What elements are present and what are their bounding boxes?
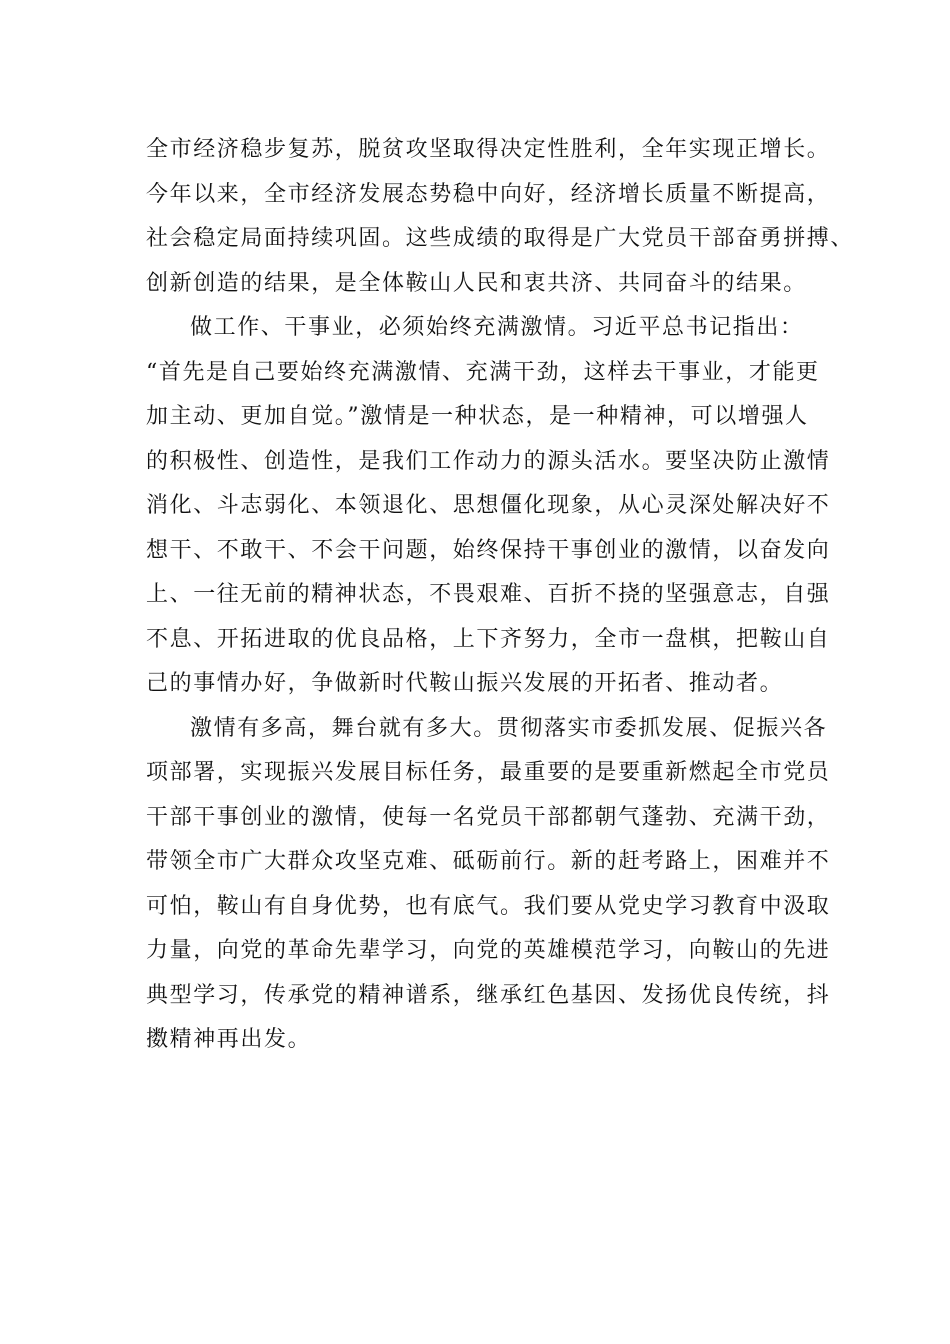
text-line: 上、一往无前的精神状态，不畏艰难、百折不挠的坚强意志，自强 <box>146 582 831 607</box>
text-line: “首先是自己要始终充满激情、充满干劲，这样去干事业，才能更 <box>146 359 820 385</box>
text-line: 想干、不敢干、不会干问题，始终保持干事创业的激情，以奋发向 <box>146 537 831 563</box>
text-line: 力量，向党的革命先辈学习，向党的英雄模范学习，向鞍山的先进 <box>146 938 831 963</box>
body-text <box>146 128 855 1063</box>
paragraph-start-line: 做工作、干事业，必须始终充满激情。习近平总书记指出： <box>190 315 804 340</box>
text-line: 全市经济稳步复苏，脱贫攻坚取得决定性胜利，全年实现正增长。 <box>146 137 831 162</box>
text-line: 消化、斗志弱化、本领退化、思想僵化现象，从心灵深处解决好不 <box>146 493 831 518</box>
text-line: 创新创造的结果，是全体鞍山人民和衷共济、共同奋斗的结果。 <box>146 270 807 296</box>
text-line: 社会稳定局面持续巩固。这些成绩的取得是广大党员干部奋勇拼搏、 <box>146 226 855 251</box>
text-line: 典型学习，传承党的精神谱系，继承红色基因、发扬优良传统，抖 <box>146 982 831 1008</box>
text-line: 擞精神再出发。 <box>146 1027 312 1052</box>
text-line: 不息、开拓进取的优良品格，上下齐努力，全市一盘棋，把鞍山自 <box>146 626 831 652</box>
text-line: 带领全市广大群众攻坚克难、砥砺前行。新的赶考路上，困难并不 <box>146 849 831 874</box>
text-line: 今年以来，全市经济发展态势稳中向好，经济增长质量不断提高， <box>146 181 831 207</box>
text-line: 项部署，实现振兴发展目标任务，最重要的是要重新燃起全市党员 <box>146 760 831 785</box>
text-line: 的积极性、创造性，是我们工作动力的源头活水。要坚决防止激情 <box>146 448 831 474</box>
text-line: 己的事情办好，争做新时代鞍山振兴发展的开拓者、推动者。 <box>146 671 784 696</box>
text-line: 加主动、更加自觉。”激情是一种状态，是一种精神，可以增强人 <box>146 404 809 429</box>
text-line: 可怕，鞍山有自身优势，也有底气。我们要从党史学习教育中汲取 <box>146 893 831 919</box>
paragraph-start-line: 激情有多高，舞台就有多大。贯彻落实市委抓发展、促振兴各 <box>190 715 828 741</box>
text-line: 干部干事创业的激情，使每一名党员干部都朝气蓬勃、充满干劲， <box>146 804 831 830</box>
